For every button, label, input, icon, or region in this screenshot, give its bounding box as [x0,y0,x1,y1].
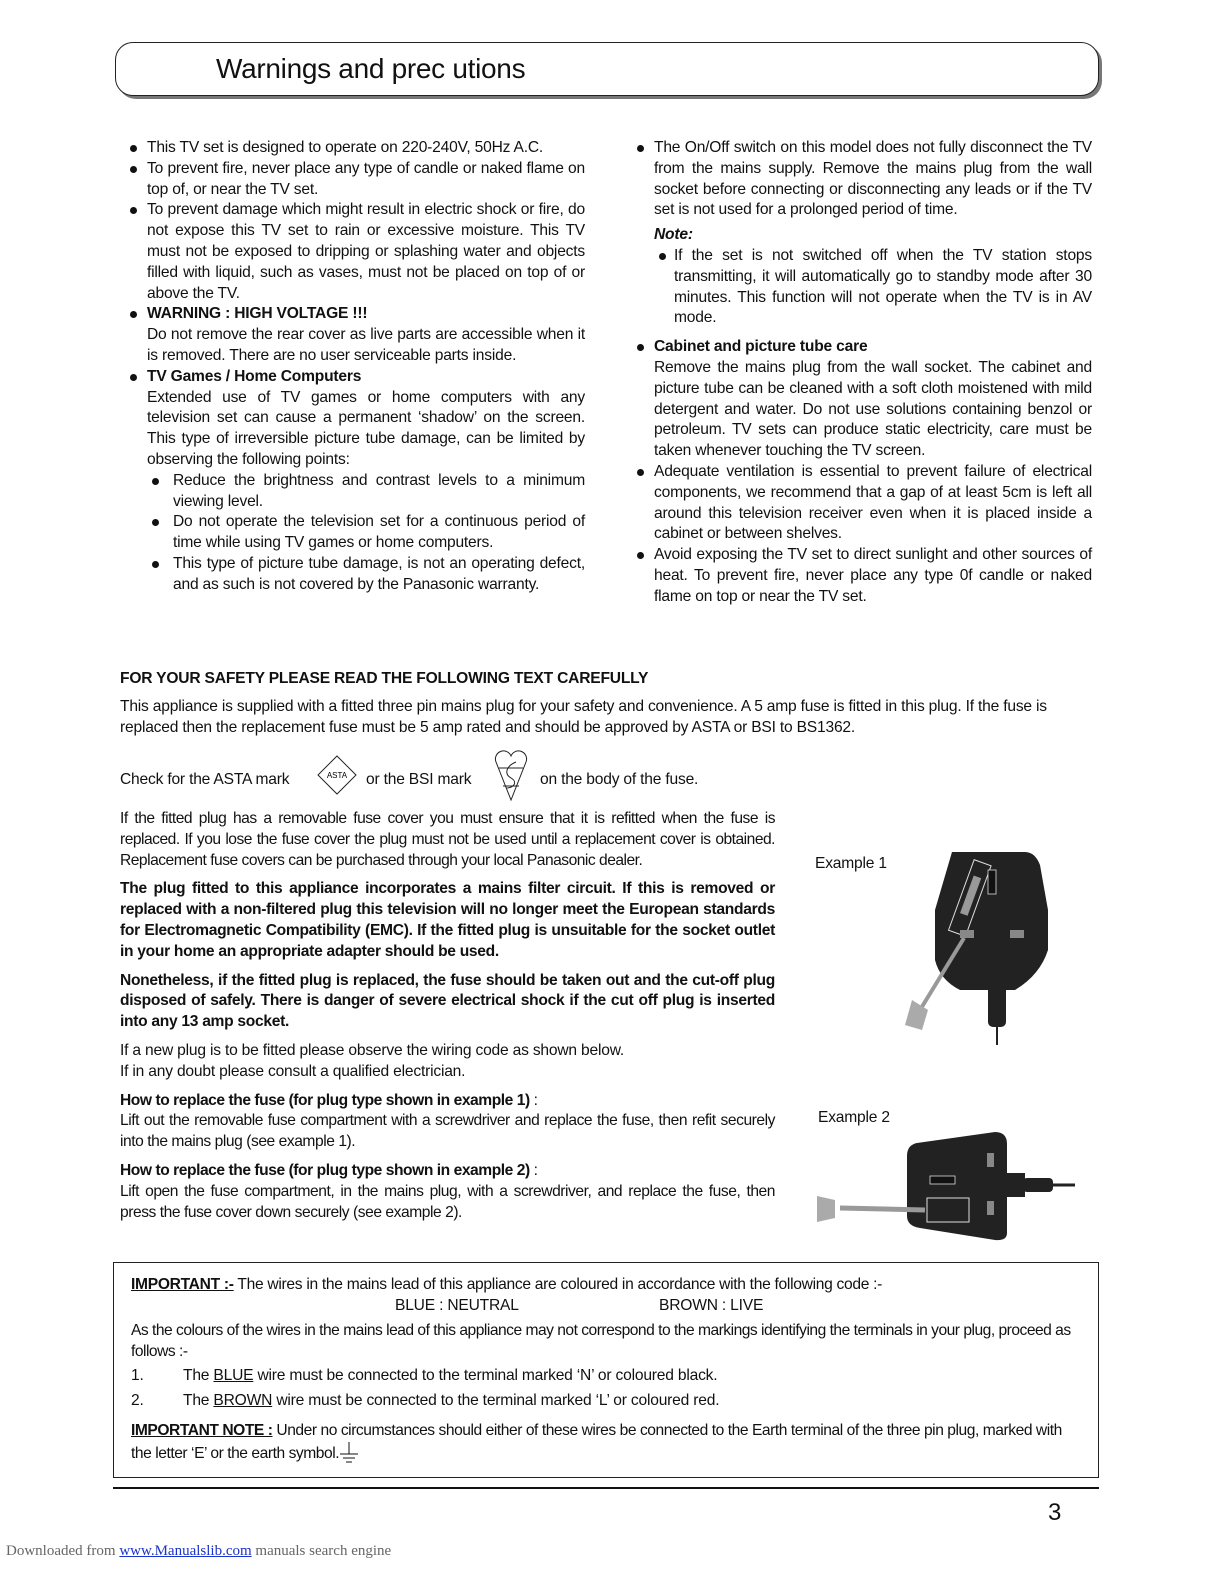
colon: : [529,1091,538,1109]
warning-heading: WARNING : HIGH VOLTAGE !!! [127,304,585,325]
sub-list-item: This type of picture tube damage, is not an operating defect, and as such is not covered by the Panasonic warranty. [127,554,585,596]
earth-symbol-icon [339,1442,359,1464]
tv-games-text: Extended use of TV games or home computers with any television set can cause a permanent ‘shadow’ on the screen. This type of irreversible picture tube damage, can be limited by observing the following points: [147,388,585,468]
asta-mark-icon [316,754,358,796]
nonetheless-text: Nonetheless, if the fitted plug is replaced, the fuse should be taken out and the cut-off plug disposed of safely. There is danger of severe electrical shock if the cut off plug is inserted into any 13 amp socket. [120,971,775,1031]
colours-text: As the colours of the wires in the mains lead of this appliance may not correspond to the markings identifying the terminals in your plug, proceed as follows :- [131,1321,1071,1360]
example2-heading: How to replace the fuse (for plug type shown in example 2) [120,1161,530,1179]
cabinet-text: Remove the mains plug from the wall socket. The cabinet and picture tube can be cleaned with a soft cloth moistened with mild detergent and water. Do not use solutions containing benzol or petroleum. TV sets can produce static electricity, care must be taken whenever touching the TV screen. [654,358,1092,460]
example2-text: Lift open the fuse compartment, in the mains plug, with a screwdriver, and replace the fuse, then press the fuse cover down securely (see example 2). [120,1182,775,1221]
check-text-a: Check for the ASTA mark [120,771,290,788]
check-text-c: on the body of the fuse. [540,771,699,788]
safety-intro: This appliance is supplied with a fitted three pin mains plug for your safety and convenience. A 5 amp fuse is fitted in this plug. If the fuse is replaced then the replacement fuse must be 5 amp rated and should be approved by ASTA or BSI to BS1362. [120,698,1047,736]
new-plug-text-2: If in any doubt please consult a qualified electrician. [120,1062,466,1080]
footer-divider [113,1487,1099,1489]
manualslib-link[interactable]: www.Manualslib.com [119,1543,252,1559]
asta-check-line [120,770,289,791]
wire-colour: BROWN [213,1392,273,1410]
step-text: The [183,1392,214,1410]
note-item: If the set is not switched off when the TV station stops transmitting, it will automatically go to standby mode after 30 minutes. This function will not operate when the TV is in AV mode. [634,246,1092,329]
download-footer [6,1543,391,1560]
step-text: wire must be connected to the terminal marked ‘N’ or coloured black. [253,1367,718,1385]
check-text-b: or the BSI mark [366,771,472,788]
step-text: The [183,1367,214,1385]
important-label: IMPORTANT :- [131,1276,234,1293]
svg-text:ASTA: ASTA [326,771,348,780]
onoff-item: The On/Off switch on this model does not fully disconnect the TV from the mains supply. Remove the mains plug from the wall socket before connecting or disconnecting any leads or if the TV set is not used for a prolonged period of time. [634,138,1092,221]
example1-heading: How to replace the fuse (for plug type shown in example 1) [120,1091,530,1109]
list-item: To prevent fire, never place any type of candle or naked flame on top of, or near the TV set. [127,159,585,201]
new-plug-text-1: If a new plug is to be fitted please observe the wiring code as shown below. [120,1041,625,1059]
list-item: This TV set is designed to operate on 220-240V, 50Hz A.C. [127,138,585,159]
example1-label: Example 1 [815,855,887,872]
important-note-text: Under no circumstances should either of these wires be connected to the Earth terminal of the three pin plug, marked with the letter ‘E’ or the earth symbol. [131,1421,1062,1462]
footer-suffix: manuals search engine [251,1543,392,1559]
ventilation-item: Adequate ventilation is essential to prevent failure of electrical components, we recommend that a gap of at least 5cm is left all around this television receiver even when it is placed inside a cabinet or between shelves. [634,462,1092,545]
important-text: The wires in the mains lead of this appliance are coloured in accordance with the following code :- [233,1276,883,1293]
filter-text: The plug fitted to this appliance incorporates a mains filter circuit. If this is removed or replaced with a non-filtered plug this television will no longer meet the European standards for Electromagnetic Compatibility (EMC). If the fitted plug is unsuitable for the socket outlet in your home an appropriate adapter should be used. [120,880,775,960]
step-number: 1. [131,1367,144,1385]
tv-games-heading: TV Games / Home Computers [127,367,585,388]
blue-neutral: BLUE : NEUTRAL [395,1296,519,1314]
sunlight-item: Avoid exposing the TV set to direct sunlight and other sources of heat. To prevent fire, never place any type 0f candle or naked flame on top or near the TV set. [634,545,1092,607]
example1-text: Lift out the removable fuse compartment with a screwdriver and replace the fuse, then refit securely into the mains plug (see example 1). [120,1112,775,1151]
step-item [131,1391,1083,1412]
step-number: 2. [131,1392,144,1410]
left-column [127,138,585,596]
fuse-cover-text: If the fitted plug has a removable fuse cover you must ensure that it is refitted when the fuse is replaced. If you lose the fuse cover the plug must not be used until a replacement cover is obtained. Replacement fuse covers can be purchased through your local Panasonic dealer. [120,810,775,869]
wire-colour: BLUE [213,1367,254,1385]
note-label: Note: [654,226,693,244]
page-header-box [115,42,1099,96]
plug-example2-illustration [815,1128,1080,1243]
warning-text: Do not remove the rear cover as live parts are accessible when it is removed. There are no user serviceable parts inside. [147,326,585,364]
page-number: 3 [1048,1499,1062,1526]
footer-prefix: Downloaded from [6,1543,120,1559]
list-item: To prevent damage which might result in electric shock or fire, do not expose this TV set to rain or excessive moisture. This TV must not be exposed to dripping or splashing water and objects filled with liquid, such as vases, must not be placed on top of or above the TV. [127,200,585,304]
safety-heading: FOR YOUR SAFETY PLEASE READ THE FOLLOWING TEXT CAREFULLY [120,670,649,687]
page-title: Warnings and prec utions [216,53,526,84]
sub-list-item: Do not operate the television set for a continuous period of time while using TV games or home computers. [127,512,585,554]
right-column [634,138,1092,608]
brown-live: BROWN : LIVE [659,1296,764,1314]
sub-list-item: Reduce the brightness and contrast levels to a minimum viewing level. [127,471,585,513]
cabinet-heading: Cabinet and picture tube care [634,337,1092,358]
colon: : [529,1161,538,1179]
step-item [131,1366,1083,1387]
step-text: wire must be connected to the terminal marked ‘L’ or coloured red. [272,1392,720,1410]
lower-text-block [120,809,775,1231]
plug-example1-illustration [900,850,1060,1050]
example2-label: Example 2 [818,1109,890,1126]
important-note-label: IMPORTANT NOTE : [131,1421,273,1439]
bsi-kitemark-icon [494,748,528,802]
important-box [113,1262,1099,1478]
